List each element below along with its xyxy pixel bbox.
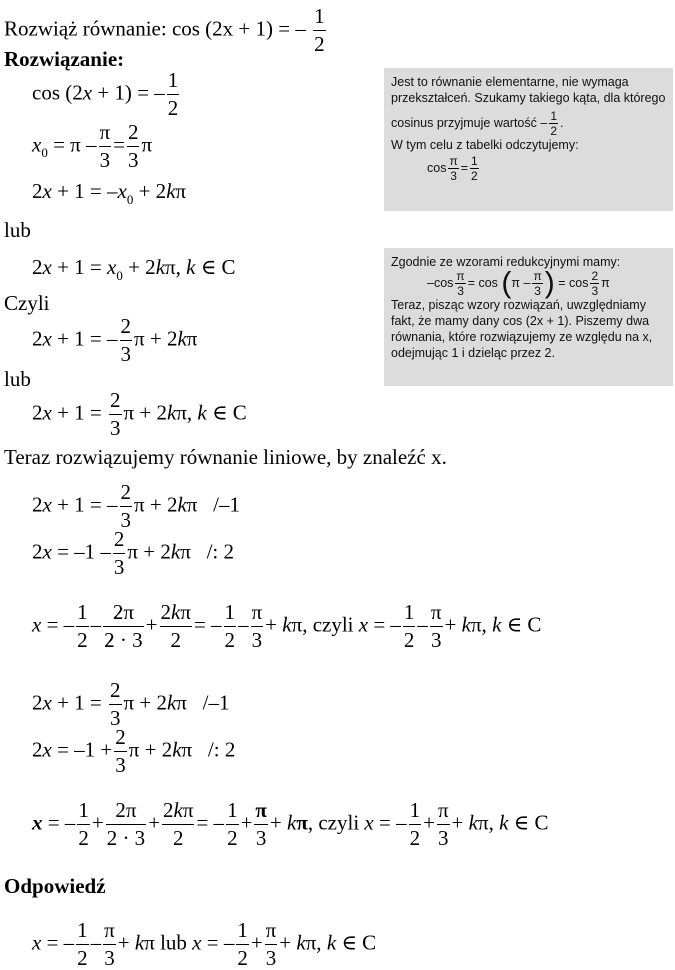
equation-second-family: $2x + 1 = x_0 + 2k\pi$, k ∈ C (32, 255, 236, 283)
fraction-one-half: $\frac{1}{2}$ (314, 4, 325, 56)
equation-cos: cos (2x + 1) = – $\frac{1}{2}$ (32, 68, 179, 120)
equation-second-substituted: 2x + 1 = $\frac{2}{3}$ π + 2kπ, k ∈ C (32, 388, 247, 440)
final-answer: x = – $\frac{1}{2}$ – $\frac{\pi}{3}$ + kπ lub x = – $\frac{1}{2}$ + $\frac{\pi}{3}$ + kπ, k ∈ C (32, 918, 377, 970)
step-1b: 2x = –1 – $\frac{2}{3}$ π + 2kπ /: 2 (32, 527, 234, 579)
solution-heading: Rozwiązanie: (4, 47, 125, 71)
step-2a: 2x + 1 = $\frac{2}{3}$ π + 2kπ /–1 (32, 678, 230, 730)
step-2b: 2x = –1 + $\frac{2}{3}$ π + 2kπ /: 2 (32, 725, 236, 777)
answer-heading: Odpowiedź (4, 874, 106, 898)
word-lub-1: lub (4, 218, 31, 242)
word-lub-2: lub (4, 367, 31, 391)
equation-x0: $x_0 = \pi$ – $\frac{\pi}{3}$ = $\frac{2}{3}$ π (32, 120, 153, 172)
note-box-reduction: Zgodnie ze wzorami redukcyjnymi mamy: –cos $\frac{\pi}{3}$ = cos (π – $\frac{\pi}{3}$ ) = cos $\frac{2}{3}$ π Teraz, pisząc wzory rozwiązań, uwzględniamy fakt, że mamy dany cos (2x + 1). Piszemy dwa równania, które rozwiązujemy ze względu na x, odejmując 1 i dzieląc przez 2. (384, 248, 673, 386)
problem-text: Rozwiąż równanie: cos (2x + 1) = – (4, 16, 306, 41)
step-1a: 2x + 1 = – $\frac{2}{3}$ π + 2kπ /–1 (32, 480, 240, 532)
equation-first-substituted: 2x + 1 = – $\frac{2}{3}$ π + 2kπ (32, 314, 198, 366)
note-box-elementary: Jest to równanie elementarne, nie wymaga przekształceń. Szukamy takiego kąta, dla którego cosinus przyjmuje wartość – $\frac{1}{2}$ . W tym celu z tabelki odczytujemy: cos $\frac{\pi}{3}$ = $\frac{1}{2}$ (384, 68, 673, 211)
step-2c-result: x = – $\frac{1}{2}$ + $\frac{2\pi}{2 \cdot 3}$ + $\frac{2k\pi}{2}$ = – $\frac{1}{2}$ + $\frac{\pi}{3}$ + kπ, czyli x = – $\frac{1}{2}$ + $\frac{\pi}{3}$ + kπ, k ∈ C (32, 798, 549, 850)
word-czyli: Czyli (4, 291, 50, 315)
step-1c-result: x = – $\frac{1}{2}$ – $\frac{2\pi}{2 \cdot 3}$ + $\frac{2k\pi}{2}$ = – $\frac{1}{2}$ – $\frac{\pi}{3}$ + kπ, czyli x = – $\frac{1}{2}$ – $\frac{\pi}{3}$ + kπ, k ∈ C (32, 600, 542, 652)
equation-first-family: $2x + 1 = -x_0 + 2k\pi$ (32, 179, 187, 207)
linear-intro: Teraz rozwiązujemy równanie liniowe, by znaleźć x. (4, 445, 447, 469)
